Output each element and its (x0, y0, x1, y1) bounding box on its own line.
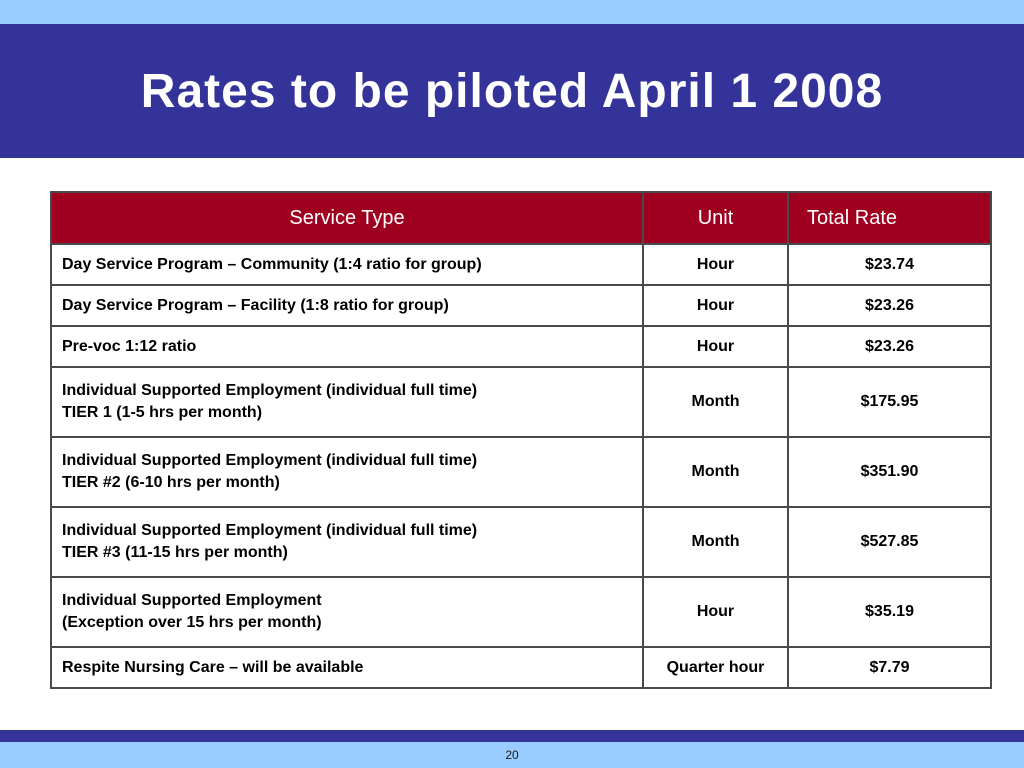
service-type-cell (51, 285, 643, 326)
total-rate-cell: $23.74 (788, 244, 991, 285)
service-type-cell (51, 244, 643, 285)
unit-cell: Hour (643, 326, 788, 367)
service-type-line: TIER 1 (1-5 hrs per month) (62, 404, 263, 421)
service-type-line: Individual Supported Employment (individual full time) (62, 452, 478, 469)
service-type-cell (51, 507, 643, 577)
total-rate-cell: $35.19 (788, 577, 991, 647)
slide-title: Rates to be piloted April 1 2008 (140, 64, 884, 118)
service-type-line: TIER #3 (11-15 hrs per month) (62, 544, 288, 561)
rates-table (50, 191, 992, 689)
title-bar (0, 24, 1024, 158)
header-service-type: Service Type (51, 192, 643, 244)
table-row (51, 437, 991, 507)
unit-cell: Hour (643, 285, 788, 326)
service-type-cell (51, 647, 643, 688)
total-rate-cell: $351.90 (788, 437, 991, 507)
service-type-line: TIER #2 (6-10 hrs per month) (62, 474, 280, 491)
footer-bar (0, 730, 1024, 742)
service-type-cell (51, 437, 643, 507)
table-header-row (51, 192, 991, 244)
service-type-line: Individual Supported Employment (individual full time) (62, 382, 478, 399)
unit-cell: Hour (643, 244, 788, 285)
unit-cell: Month (643, 367, 788, 437)
table-row (51, 326, 991, 367)
service-type-line: Individual Supported Employment (62, 592, 322, 609)
table-row (51, 367, 991, 437)
unit-cell: Month (643, 507, 788, 577)
service-type-line: Individual Supported Employment (individual full time) (62, 522, 478, 539)
unit-cell: Month (643, 437, 788, 507)
service-type-cell (51, 577, 643, 647)
total-rate-cell: $7.79 (788, 647, 991, 688)
table-row (51, 577, 991, 647)
footer-band (0, 742, 1024, 768)
service-type-line: Pre-voc 1:12 ratio (62, 337, 197, 355)
unit-cell: Quarter hour (643, 647, 788, 688)
header-unit: Unit (643, 192, 788, 244)
unit-cell: Hour (643, 577, 788, 647)
table-row (51, 507, 991, 577)
service-type-line: Day Service Program – Community (1:4 ratio for group) (62, 255, 482, 273)
service-type-cell (51, 326, 643, 367)
table-body (51, 244, 991, 688)
total-rate-cell: $23.26 (788, 285, 991, 326)
total-rate-cell: $175.95 (788, 367, 991, 437)
service-type-cell (51, 367, 643, 437)
service-type-line: Respite Nursing Care – will be available (62, 658, 364, 676)
service-type-line: Day Service Program – Facility (1:8 ratio for group) (62, 296, 449, 314)
page-number: 20 (505, 748, 519, 762)
table-row (51, 244, 991, 285)
table-row (51, 647, 991, 688)
table-row (51, 285, 991, 326)
top-accent-band (0, 0, 1024, 24)
service-type-line: (Exception over 15 hrs per month) (62, 614, 322, 631)
total-rate-cell: $23.26 (788, 326, 991, 367)
total-rate-cell: $527.85 (788, 507, 991, 577)
header-total-rate: Total Rate (788, 192, 991, 244)
